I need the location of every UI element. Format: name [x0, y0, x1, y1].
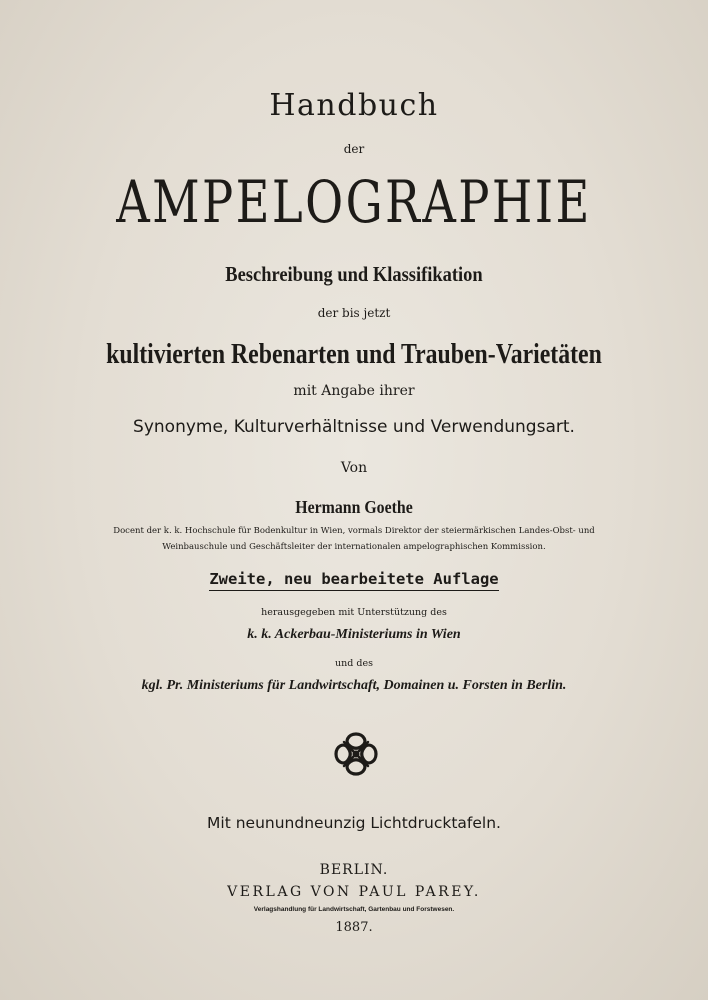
main-title: AMPELOGRAPHIE — [116, 168, 592, 236]
subtitle-bis-jetzt: der bis jetzt — [317, 306, 391, 320]
connector-der: der — [343, 142, 365, 156]
subtitle-beschreibung: Beschreibung und Klassifikation — [225, 262, 483, 286]
publication-city: BERLIN. — [319, 862, 389, 878]
author-description-line-1: Docent der k. k. Hochschule für Bodenkultur in Wien, vormals Direktor der steiermärkischen Landes-Obst- und — [113, 526, 595, 536]
ministry-berlin: kgl. Pr. Ministeriums für Landwirtschaft, Domainen u. Forsten in Berlin. — [141, 678, 567, 693]
publisher-description: Verlagshandlung für Landwirtschaft, Gartenbau und Forstwesen. — [253, 906, 455, 913]
author-name: Hermann Goethe — [295, 497, 413, 517]
author-description — [0, 523, 708, 555]
fleuron-ornament-icon — [330, 728, 382, 780]
byline-von: Von — [340, 460, 368, 476]
publication-year: 1887. — [335, 920, 373, 935]
published-with: herausgegeben mit Unterstützung des — [261, 607, 447, 618]
edition-text: Zweite, neu bearbeitete Auflage — [209, 570, 498, 591]
edition-line — [0, 570, 708, 591]
subtitle-synonyme: Synonyme, Kulturverhältnisse und Verwendungsart. — [133, 417, 575, 437]
heading-handbuch: Handbuch — [269, 88, 439, 123]
ministry-vienna: k. k. Ackerbau-Ministeriums in Wien — [247, 627, 461, 642]
author-description-line-2: Weinbauschule und Geschäftsleiter der internationalen ampelographischen Kommission. — [162, 542, 546, 552]
subtitle-kultivierten: kultivierten Rebenarten und Trauben-Varietäten — [106, 338, 602, 370]
connector-und-des: und des — [335, 658, 373, 669]
publisher-name: VERLAG VON PAUL PAREY. — [227, 884, 481, 900]
subtitle-angabe: mit Angabe ihrer — [293, 383, 415, 399]
plates-note: Mit neunundneunzig Lichtdrucktafeln. — [207, 814, 501, 832]
